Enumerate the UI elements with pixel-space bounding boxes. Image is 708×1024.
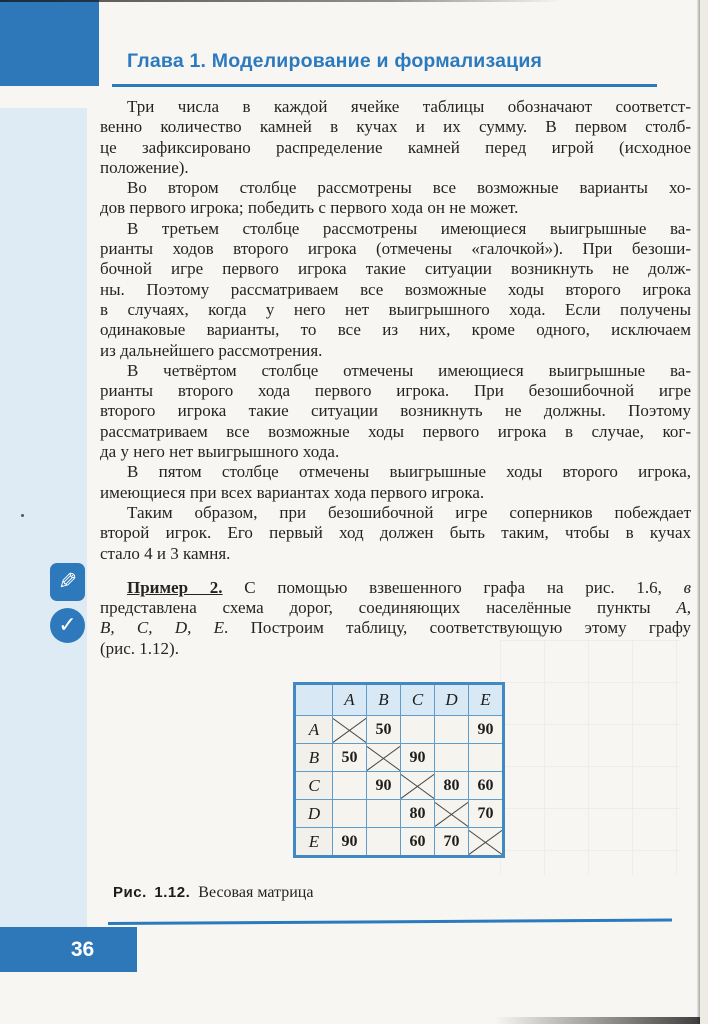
text-line: положение). (100, 157, 189, 177)
matrix-row (295, 716, 504, 744)
text-line: В пятом столбце отмечены выигрышные ходы второго игрока, (127, 462, 691, 482)
matrix-cell (469, 744, 504, 772)
text-line: Во втором столбце рассмотрены все возможные варианты хо- (127, 178, 691, 198)
text-segment: (рис. 1.12). (100, 638, 179, 658)
matrix-cell: 80 (435, 772, 469, 800)
matrix-cell: 60 (401, 828, 435, 857)
text-line: В третьем столбце рассмотрены имеющиеся выигрышные ва- (127, 218, 691, 238)
text-line: рассматриваем все возможные ходы первого игрока в случае, ког- (100, 421, 691, 441)
matrix-row-header: D (295, 800, 333, 828)
paragraph (100, 219, 691, 361)
solution-marker (50, 608, 85, 643)
scan-edge-bottom (495, 1017, 700, 1024)
text-line: второго игрока такие ситуации возникнуть не должны. Поэтому (100, 401, 691, 421)
chapter-corner-box (0, 0, 99, 86)
figure-caption (113, 884, 313, 902)
matrix-row-header: C (295, 772, 333, 800)
matrix-cross-cell (435, 800, 469, 828)
matrix-col-header: D (435, 684, 469, 716)
scan-dot-artifact (21, 514, 24, 517)
matrix-cell (367, 828, 401, 857)
matrix-row-header: B (295, 744, 333, 772)
text-segment: Пример 2. (127, 577, 223, 597)
matrix-cell (435, 716, 469, 744)
matrix-cell: 90 (401, 744, 435, 772)
left-margin-strip (0, 108, 87, 930)
text-line: рианты второго хода первого игрока. При безошибочной игре (100, 381, 691, 401)
matrix-corner-cell (295, 684, 333, 716)
text-segment: представлена схема дорог, соединяющих населённые пункты (100, 598, 677, 618)
text-line: второй игрок. Его первый ход должен быть таким, чтобы в кучах (100, 523, 691, 543)
chapter-header-rule (112, 84, 657, 87)
text-segment: С помощью взвешенного графа на рис. 1.6, (222, 577, 684, 597)
matrix-col-header: E (469, 684, 504, 716)
figure-caption-label: Рис. 1.12. (113, 884, 191, 901)
text-line: В четвёртом столбце отмечены имеющиеся выигрышные ва- (127, 360, 691, 380)
figure-caption-text: Весовая матрица (198, 884, 314, 901)
matrix-row (295, 744, 504, 772)
paragraph (100, 361, 691, 462)
matrix-cell (333, 772, 367, 800)
text-line: рианты ходов второго игрока (отмечены «галочкой»). При безоши- (100, 239, 691, 259)
text-segment: А (676, 598, 687, 618)
bleed-through-artifact (500, 640, 680, 875)
matrix-cross-cell (469, 828, 504, 857)
matrix-cell: 90 (333, 828, 367, 857)
text-line: дов первого игрока; победить с первого хода он не может. (100, 198, 519, 218)
matrix-cell: 90 (469, 716, 504, 744)
text-line: имеющиеся при всех вариантах хода первого игрока. (100, 482, 485, 502)
matrix-row (295, 828, 504, 857)
matrix-cell (401, 716, 435, 744)
scan-edge-top (0, 0, 562, 2)
footer-rule (108, 919, 672, 925)
text-line: одинаковые варианты, то все из них, кроме одного, исключаем (100, 320, 691, 340)
check-icon: ✓ (58, 612, 77, 638)
matrix-cell: 70 (469, 800, 504, 828)
page-number: 36 (70, 937, 95, 961)
matrix-col-header: B (367, 684, 401, 716)
matrix-row-header: E (295, 828, 333, 857)
matrix-cell: 90 (367, 772, 401, 800)
text-line (100, 598, 691, 618)
matrix-cross-cell (367, 744, 401, 772)
text-segment: . Построим таблицу, соответствующую этому графу (224, 618, 691, 638)
matrix-row (295, 772, 504, 800)
text-segment: , (686, 598, 691, 618)
matrix-cell (367, 800, 401, 828)
text-line: стало 4 и 3 камня. (100, 543, 231, 563)
body-text (100, 97, 691, 659)
text-segment: в (683, 577, 691, 597)
paragraph (100, 462, 691, 503)
matrix-cell: 50 (333, 744, 367, 772)
text-line (100, 578, 691, 598)
matrix-cell: 60 (469, 772, 504, 800)
matrix-cell (435, 744, 469, 772)
scan-edge-right (697, 0, 700, 1024)
page-number-box (0, 927, 137, 972)
matrix-row (295, 800, 504, 828)
matrix-cross-cell (401, 772, 435, 800)
matrix-cross-cell (333, 716, 367, 744)
text-line: венно количество камней в кучах и их сумму. В первом столб- (100, 117, 691, 137)
matrix-cell: 70 (435, 828, 469, 857)
pencil-icon: ✎ (57, 568, 78, 595)
figure-1-12 (293, 682, 505, 858)
weight-matrix-table (293, 682, 505, 858)
text-line (100, 618, 691, 638)
example-marker (50, 563, 85, 601)
text-line: да у него нет выигрышного хода. (100, 442, 340, 462)
text-line: Три числа в каждой ячейке таблицы обозначают соответст- (127, 97, 691, 116)
matrix-col-header: A (333, 684, 367, 716)
chapter-header: Глава 1. Моделирование и формализация (127, 50, 543, 72)
matrix-row-header: A (295, 716, 333, 744)
paragraph (100, 97, 691, 178)
text-line: Таким образом, при безошибочной игре соперников побеждает (127, 502, 691, 522)
matrix-col-header: C (401, 684, 435, 716)
text-line: из дальнейшего рассмотрения. (100, 340, 323, 360)
text-segment: В, С, D, Е (100, 618, 225, 638)
text-line: ны. Поэтому рассматриваем все возможные ходы второго игрока (100, 279, 691, 299)
matrix-cell: 80 (401, 800, 435, 828)
matrix-cell: 50 (367, 716, 401, 744)
text-line: це зафиксировано распределение камней перед игрой (исходное (100, 137, 691, 157)
matrix-cell (333, 800, 367, 828)
text-line: в случаях, когда у него нет выигрышного хода. Если получены (100, 299, 691, 319)
paragraph (100, 503, 691, 564)
scan-edge-paper (700, 0, 708, 1024)
paragraph (100, 178, 691, 219)
text-line: бочной игре первого игрока такие ситуации возникнуть не долж- (100, 259, 691, 279)
